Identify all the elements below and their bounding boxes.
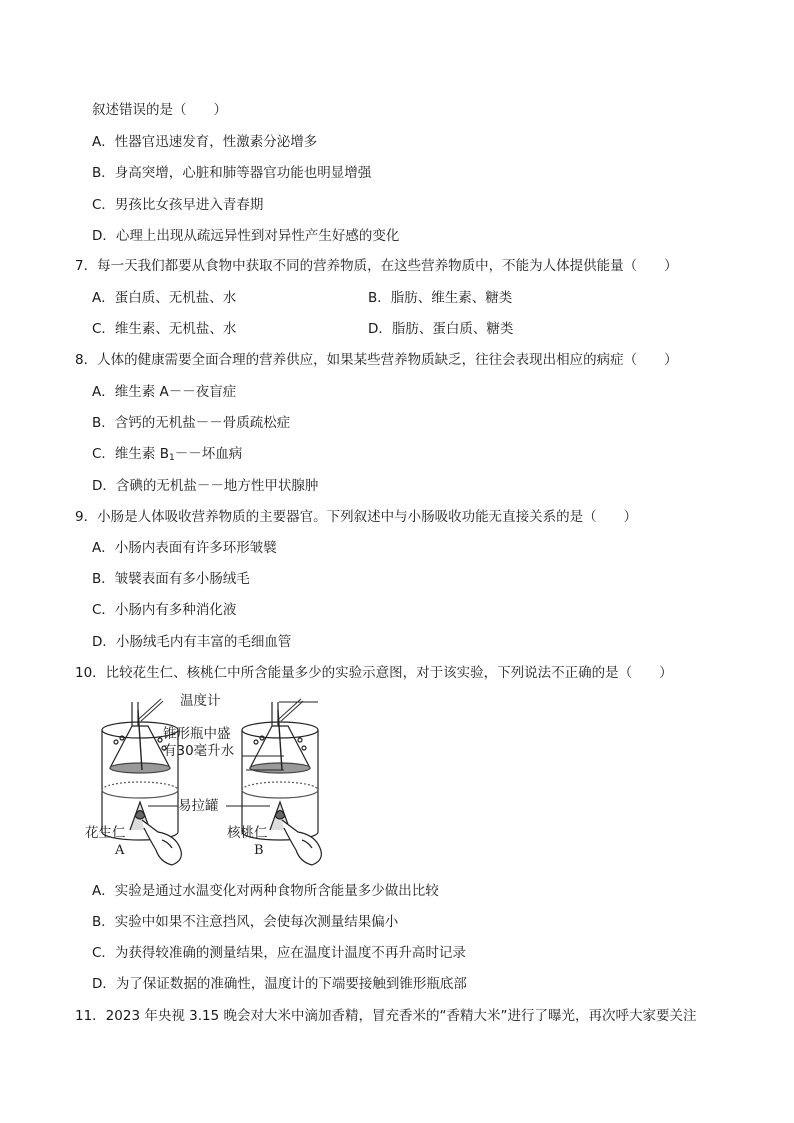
q8-option-c-subscript: 1	[168, 453, 175, 463]
q11-stem: 11．2023 年央视 3.15 晚会对大米中滴加香精，冒充香米的“香精大米”进行了曝光，再次呼大家要关注	[75, 1008, 697, 1024]
peanut-label: 花生仁	[85, 825, 126, 841]
q8-option-b: B．含钙的无机盐－－骨质疏松症	[92, 415, 291, 431]
flask-label-line2: 有30毫升水	[163, 743, 235, 759]
q6-option-b: B．身高突增，心脏和肺等器官功能也明显增强	[92, 165, 372, 181]
q7-option-a: A．蛋白质、无机盐、水	[92, 290, 237, 306]
q9-option-c: C．小肠内有多种消化液	[92, 602, 237, 618]
q9-option-d: D．小肠绒毛内有丰富的毛细血管	[92, 634, 292, 650]
q7-option-c: C．维生素、无机盐、水	[92, 321, 237, 337]
apparatus-a-label: A	[115, 843, 125, 858]
q9-stem: 9．小肠是人体吸收营养物质的主要器官。下列叙述中与小肠吸收功能无直接关系的是（ ）	[75, 509, 638, 525]
q8-stem: 8．人体的健康需要全面合理的营养供应，如果某些营养物质缺乏，往往会表现出相应的病症（ ）	[75, 352, 678, 368]
q10-option-b: B．实验中如果不注意挡风，会使每次测量结果偏小	[92, 914, 399, 930]
q10-option-a: A．实验是通过水温变化对两种食物所含能量多少做出比较	[92, 883, 439, 899]
q8-option-c-suffix: －－坏血病	[174, 446, 243, 462]
q6-option-a: A．性器官迅速发育，性激素分泌增多	[92, 134, 318, 150]
q9-option-a: A．小肠内表面有许多环形皱襞	[92, 540, 277, 556]
q7-option-d: D．脂肪、蛋白质、糖类	[368, 321, 514, 337]
q10-option-d: D．为了保证数据的准确性，温度计的下端要接触到锥形瓶底部	[92, 976, 467, 992]
q7-stem: 7．每一天我们都要从食物中获取不同的营养物质，在这些营养物质中，不能为人体提供能量（ ）	[75, 258, 678, 274]
experiment-figure	[80, 690, 410, 870]
q8-option-d: D．含碘的无机盐－－地方性甲状腺肿	[92, 478, 319, 494]
q8-option-c-prefix: C．维生素 B	[92, 446, 169, 462]
can-label: 易拉罐	[178, 798, 219, 814]
walnut-label: 核桃仁	[227, 825, 268, 841]
q9-option-b: B．皱襞表面有多小肠绒毛	[92, 571, 250, 587]
experiment-diagram	[80, 690, 410, 870]
q8-option-a: A．维生素 A－－夜盲症	[92, 384, 237, 400]
q6-option-d: D．心理上出现从疏远异性到对异性产生好感的变化	[92, 228, 400, 244]
flask-label-line1: 锥形瓶中盛	[163, 726, 231, 742]
q10-stem: 10．比较花生仁、核桃仁中所含能量多少的实验示意图，对于该实验，下列说法不正确的是（ ）	[75, 665, 673, 681]
q7-option-b: B．脂肪、维生素、糖类	[368, 290, 513, 306]
q8-option-c	[92, 444, 242, 468]
q10-option-c: C．为获得较准确的测量结果，应在温度计温度不再升高时记录	[92, 945, 466, 961]
thermometer-label: 温度计	[180, 693, 221, 709]
q6-option-c: C．男孩比女孩早进入青春期	[92, 197, 264, 213]
q6-stem-continuation: 叙述错误的是（ ）	[92, 102, 227, 118]
apparatus-b-label: B	[254, 843, 264, 858]
